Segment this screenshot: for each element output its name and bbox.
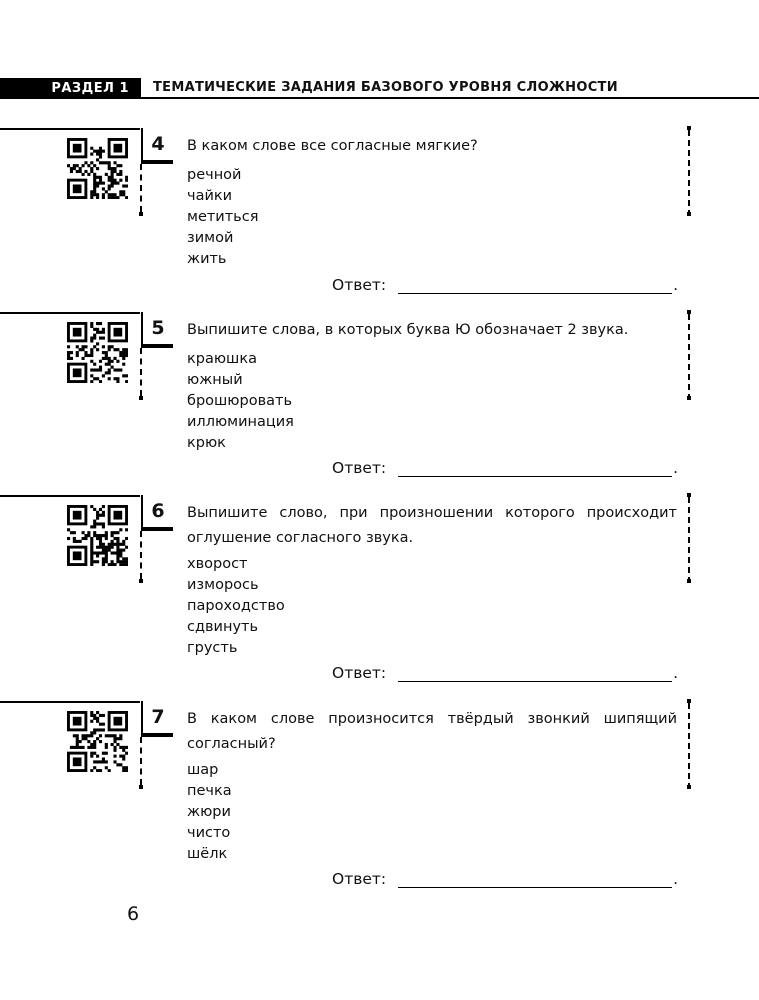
task-divider	[0, 128, 140, 130]
guide-dot	[687, 785, 691, 789]
option-item: жюри	[187, 804, 231, 820]
qr-code-icon	[67, 505, 128, 566]
option-item: шёлк	[187, 846, 228, 862]
left-dashed-guide	[140, 348, 142, 396]
task-number: 5	[141, 312, 173, 348]
option-item: изморось	[187, 577, 259, 593]
option-item: речной	[187, 167, 242, 183]
option-item: краюшка	[187, 351, 257, 367]
answer-field[interactable]	[398, 460, 672, 477]
option-item: крюк	[187, 435, 226, 451]
guide-dot	[687, 126, 691, 130]
right-dashed-guide	[688, 497, 690, 583]
option-item: метиться	[187, 209, 259, 225]
task-divider	[0, 495, 140, 497]
qr-code-icon	[67, 322, 128, 383]
answer-field[interactable]	[398, 665, 672, 682]
guide-dot	[687, 579, 691, 583]
guide-dot	[139, 212, 143, 216]
guide-dot	[139, 785, 143, 789]
task-question: Выпишите слово, при произношении которого происходит оглушение согласного звука.	[187, 505, 677, 546]
answer-label: Ответ:	[332, 664, 387, 682]
answer-row: Ответ: .	[332, 664, 679, 682]
answer-label: Ответ:	[332, 276, 387, 294]
qr-code-icon	[67, 711, 128, 772]
guide-dot	[139, 396, 143, 400]
option-item: чайки	[187, 188, 233, 204]
option-item: сдвинуть	[187, 619, 259, 635]
task-divider	[0, 312, 140, 314]
page-number: 6	[127, 903, 140, 925]
left-dashed-guide	[140, 164, 142, 212]
task-question: Выпишите слова, в которых буква Ю обозначает 2 звука.	[187, 322, 629, 338]
left-dashed-guide	[140, 531, 142, 579]
option-list	[187, 165, 258, 270]
answer-row: Ответ: .	[332, 276, 679, 294]
option-item: южный	[187, 372, 243, 388]
task-number: 6	[141, 495, 173, 531]
option-item: пароходство	[187, 598, 285, 614]
answer-field[interactable]	[398, 277, 672, 294]
answer-label: Ответ:	[332, 870, 387, 888]
option-item: грусть	[187, 640, 238, 656]
task-question: В каком слове произносится твёрдый звонкий шипящий согласный?	[187, 711, 677, 752]
option-item: иллюминация	[187, 414, 294, 430]
right-dashed-guide	[688, 703, 690, 789]
guide-dot	[687, 396, 691, 400]
right-dashed-guide	[688, 314, 690, 400]
answer-row: Ответ: .	[332, 870, 679, 888]
answer-row: Ответ: .	[332, 459, 679, 477]
guide-dot	[687, 493, 691, 497]
option-item: жить	[187, 251, 227, 267]
option-item: шар	[187, 762, 219, 778]
answer-label: Ответ:	[332, 459, 387, 477]
option-item: хворост	[187, 556, 248, 572]
answer-field[interactable]	[398, 871, 672, 888]
task-number: 4	[141, 128, 173, 164]
guide-dot	[139, 579, 143, 583]
task-question: В каком слове все согласные мягкие?	[187, 138, 478, 154]
option-item: зимой	[187, 230, 234, 246]
task-number: 7	[141, 701, 173, 737]
left-dashed-guide	[140, 737, 142, 785]
section-title: ТЕМАТИЧЕСКИЕ ЗАДАНИЯ БАЗОВОГО УРОВНЯ СЛОЖНОСТИ	[153, 80, 618, 95]
guide-dot	[687, 212, 691, 216]
option-item: чисто	[187, 825, 231, 841]
task-divider	[0, 701, 140, 703]
qr-code-icon	[67, 138, 128, 199]
option-list	[187, 349, 294, 454]
right-dashed-guide	[688, 130, 690, 216]
section-label: РАЗДЕЛ 1	[0, 78, 141, 99]
guide-dot	[687, 310, 691, 314]
guide-dot	[687, 699, 691, 703]
option-list	[187, 554, 285, 659]
option-item: печка	[187, 783, 232, 799]
option-item: брошюровать	[187, 393, 292, 409]
option-list	[187, 760, 232, 865]
